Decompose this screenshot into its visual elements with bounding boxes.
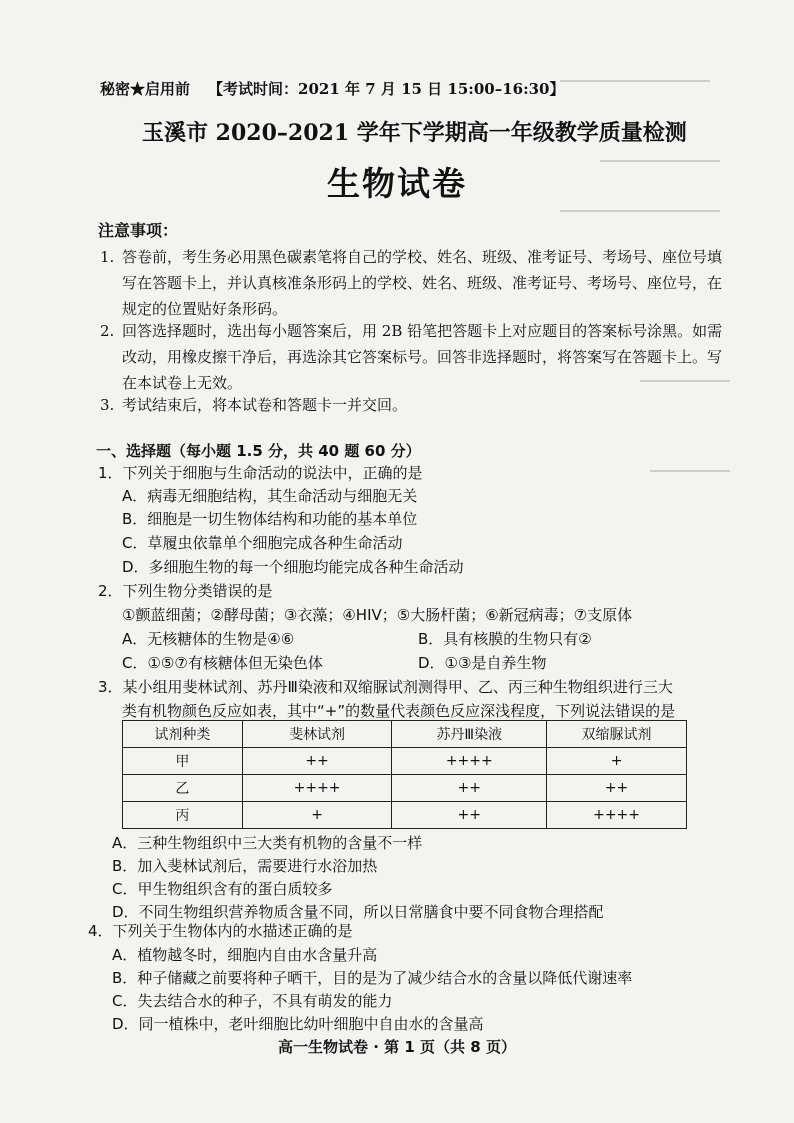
question-3-option-c: C．甲生物组织含有的蛋白质较多 xyxy=(112,880,333,898)
table-cell: + xyxy=(242,802,392,829)
notice-item-1 xyxy=(100,244,730,322)
question-3-option-b: B．加入斐林试剂后，需要进行水浴加热 xyxy=(112,857,378,875)
bleed-through-mark xyxy=(560,210,720,212)
question-2-organism-list: ①颤蓝细菌；②酵母菌；③衣藻；④HIV；⑤大肠杆菌；⑥新冠病毒；⑦支原体 xyxy=(122,606,633,624)
section-title: 一、选择题（每小题 1.5 分，共 40 题 60 分） xyxy=(96,442,421,460)
notice-heading: 注意事项： xyxy=(98,221,179,240)
table-cell: 甲 xyxy=(123,748,243,775)
question-4-option-d: D．同一植株中，老叶细胞比幼叶细胞中自由水的含量高 xyxy=(112,1015,484,1033)
page-footer: 高一生物试卷 · 第 1 页（共 8 页） xyxy=(278,1038,516,1056)
question-3-option-d: D．不同生物组织营养物质含量不同，所以日常膳食中要不同食物合理搭配 xyxy=(112,903,604,921)
notice-item-2 xyxy=(100,318,730,396)
question-4-option-b: B．种子储藏之前要将种子晒干，目的是为了减少结合水的含量以降低代谢速率 xyxy=(112,969,633,987)
notice-item-3 xyxy=(100,392,730,418)
question-4-option-a: A．植物越冬时，细胞内自由水含量升高 xyxy=(112,946,378,964)
table-header-cell: 双缩脲试剂 xyxy=(547,721,687,748)
header-confidential-line xyxy=(100,78,564,99)
table-cell: ++++ xyxy=(242,775,392,802)
bleed-through-mark xyxy=(650,470,730,472)
table-cell: ++++ xyxy=(547,802,687,829)
question-2-option-c: C．①⑤⑦有核糖体但无染色体 xyxy=(122,654,323,672)
bleed-through-mark xyxy=(560,80,710,82)
table-row xyxy=(123,802,687,829)
confidential-label: 秘密★启用前 xyxy=(100,80,191,98)
question-2-option-a: A．无核糖体的生物是④⑥ xyxy=(122,630,295,648)
notice-item-number: 3. xyxy=(100,396,115,414)
table-cell: + xyxy=(547,748,687,775)
question-4-stem: 4．下列关于生物体内的水描述正确的是 xyxy=(88,922,353,940)
table-cell: 丙 xyxy=(123,802,243,829)
table-cell: ++ xyxy=(392,802,547,829)
question-3-stem-line2: 类有机物颜色反应如表，其中“+”的数量代表颜色反应深浅程度，下列说法错误的是 xyxy=(122,702,676,720)
notice-item-text: 回答选择题时，选出每小题答案后，用 2B 铅笔把答题卡上对应题目的答案标号涂黑。如需改动，用橡皮擦干净后，再选涂其它答案标号。回答非选择题时，将答案写在答题卡上。写在本试卷上无效。 xyxy=(122,322,723,392)
question-1-option-b: B．细胞是一切生物体结构和功能的基本单位 xyxy=(122,510,418,528)
table-cell: ++ xyxy=(242,748,392,775)
question-3-stem-line1: 3．某小组用斐林试剂、苏丹Ⅲ染液和双缩脲试剂测得甲、乙、丙三种生物组织进行三大 xyxy=(98,678,673,696)
exam-title: 玉溪市 2020–2021 学年下学期高一年级教学质量检测 xyxy=(142,120,687,146)
table-row xyxy=(123,748,687,775)
question-2-option-d: D．①③是自养生物 xyxy=(418,654,547,672)
table-cell: ++ xyxy=(547,775,687,802)
table-cell: ++ xyxy=(392,775,547,802)
reagent-table xyxy=(122,720,687,829)
table-row xyxy=(123,775,687,802)
table-header-row xyxy=(123,721,687,748)
question-1-option-a: A．病毒无细胞结构，其生命活动与细胞无关 xyxy=(122,487,418,505)
table-cell: 乙 xyxy=(123,775,243,802)
question-2-stem: 2．下列生物分类错误的是 xyxy=(98,582,273,600)
question-1-option-d: D．多细胞生物的每一个细胞均能完成各种生命活动 xyxy=(122,558,464,576)
table-header-cell: 苏丹Ⅲ染液 xyxy=(392,721,547,748)
question-2-option-b: B．具有核膜的生物只有② xyxy=(418,630,592,648)
question-3-option-a: A．三种生物组织中三大类有机物的含量不一样 xyxy=(112,834,423,852)
notice-item-number: 1. xyxy=(100,248,115,266)
exam-time: 【考试时间：2021 年 7 月 15 日 15:00–16:30】 xyxy=(208,80,565,98)
table-header-cell: 试剂种类 xyxy=(123,721,243,748)
question-1-stem: 1．下列关于细胞与生命活动的说法中，正确的是 xyxy=(98,464,423,482)
notice-item-text: 考试结束后，将本试卷和答题卡一并交回。 xyxy=(122,396,408,414)
notice-item-text: 答卷前，考生务必用黑色碳素笔将自己的学校、姓名、班级、准考证号、考场号、座位号填写在答题卡上，并认真核准条形码上的学校、姓名、班级、准考证号、考场号、座位号，在规定的位置贴好条形码。 xyxy=(122,248,723,318)
question-1-option-c: C．草履虫依靠单个细胞完成各种生命活动 xyxy=(122,534,403,552)
table-header-cell: 斐林试剂 xyxy=(242,721,392,748)
subject-title: 生物试卷 xyxy=(327,164,467,203)
notice-item-number: 2. xyxy=(100,322,115,340)
table-cell: ++++ xyxy=(392,748,547,775)
question-4-option-c: C．失去结合水的种子，不具有萌发的能力 xyxy=(112,992,393,1010)
